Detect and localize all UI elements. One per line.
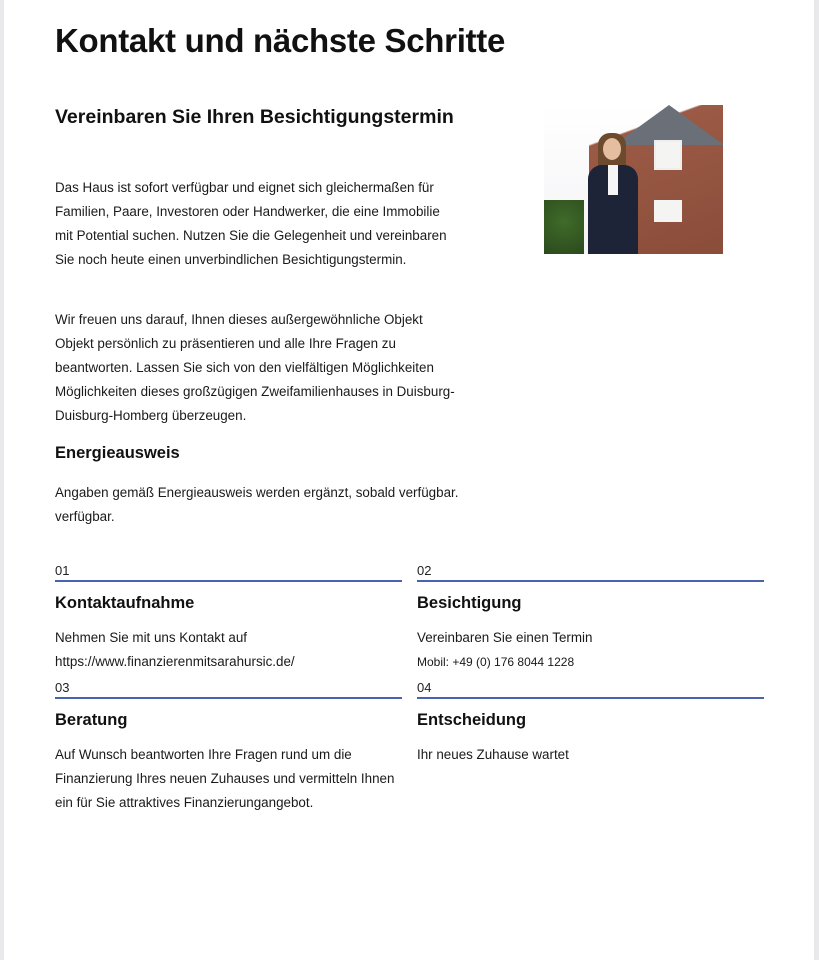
step-number: 04 [417, 680, 432, 695]
step-text [55, 626, 295, 674]
text-line: Ihr neues Zuhause wartet [417, 747, 569, 762]
text-line: Wir freuen uns darauf, Ihnen dieses außergewöhnliche Objekt [55, 312, 423, 327]
step-title: Entscheidung [417, 711, 527, 729]
step-text [417, 626, 592, 674]
page-title: Kontakt und nächste Schritte [55, 22, 505, 59]
energy-heading: Energieausweis [55, 444, 180, 462]
text-line: Familien, Paare, Investoren oder Handwerker, die eine Immobilie [55, 204, 440, 219]
energy-text [55, 481, 458, 529]
text-line: Duisburg-Homberg überzeugen. [55, 408, 247, 423]
text-line: verfügbar. [55, 509, 115, 524]
intro-paragraph [55, 176, 447, 272]
text-line: Das Haus ist sofort verfügbar und eignet sich gleichermaßen für [55, 180, 434, 195]
text-line: beantworten. Lassen Sie sich von den vielfältigen Möglichkeiten [55, 360, 434, 375]
text-line: ein für Sie attraktives Finanzierungangebot. [55, 795, 314, 810]
phone-number[interactable]: Mobil: +49 (0) 176 8044 1228 [417, 655, 575, 669]
step-title: Kontaktaufnahme [55, 594, 195, 612]
step-divider [55, 580, 402, 582]
step-text [55, 743, 394, 815]
text-line: Angaben gemäß Energieausweis werden ergänzt, sobald verfügbar. [55, 485, 459, 500]
website-link[interactable]: https://www.finanzierenmitsarahursic.de/ [55, 654, 295, 669]
step-text [417, 743, 569, 767]
description-paragraph [55, 308, 455, 428]
text-line: Finanzierung Ihres neuen Zuhauses und vermitteln Ihnen [55, 771, 395, 786]
step-divider [417, 580, 764, 582]
agent-house-photo [544, 105, 723, 254]
section-subtitle: Vereinbaren Sie Ihren Besichtigungstermin [55, 106, 454, 128]
text-line: Sie noch heute einen unverbindlichen Besichtigungstermin. [55, 252, 407, 267]
step-title: Besichtigung [417, 594, 522, 612]
text-line: Auf Wunsch beantworten Ihre Fragen rund um die [55, 747, 352, 762]
step-number: 01 [55, 563, 70, 578]
text-line: Vereinbaren Sie einen Termin [417, 630, 593, 645]
step-number: 02 [417, 563, 432, 578]
step-title: Beratung [55, 711, 128, 729]
text-line: Objekt persönlich zu präsentieren und alle Ihre Fragen zu [55, 336, 396, 351]
step-divider [55, 697, 402, 699]
text-line: mit Potential suchen. Nutzen Sie die Gelegenheit und vereinbaren [55, 228, 447, 243]
document-page [4, 0, 814, 960]
text-line: Möglichkeiten dieses großzügigen Zweifamilienhauses in Duisburg- [55, 384, 455, 399]
text-line: Nehmen Sie mit uns Kontakt auf [55, 630, 248, 645]
step-number: 03 [55, 680, 70, 695]
step-divider [417, 697, 764, 699]
